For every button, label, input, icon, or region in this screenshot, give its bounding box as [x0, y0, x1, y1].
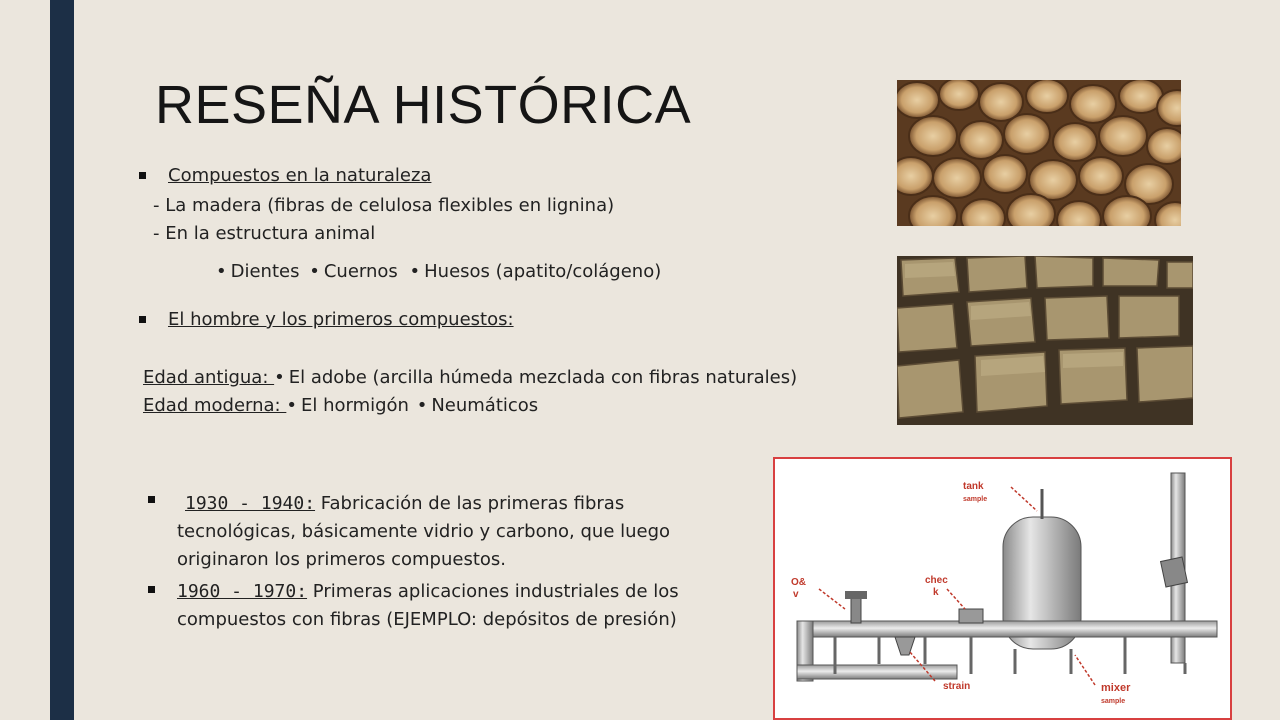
label-mixer-sub: sample — [1101, 698, 1126, 705]
modern-label: Edad moderna: — [143, 395, 287, 416]
label-check: chec — [925, 575, 948, 586]
bullet-square — [148, 586, 155, 593]
label-tank: tank — [963, 481, 984, 492]
bullet-square — [148, 496, 155, 503]
wood-stack-image — [897, 80, 1181, 226]
label-check-sub: k — [933, 587, 939, 598]
slide-title: RESEÑA HISTÓRICA — [155, 75, 692, 135]
label-mixer: mixer — [1101, 682, 1131, 694]
label-oa-sub: v — [793, 589, 799, 600]
section2-heading: El hombre y los primeros compuestos: — [168, 309, 514, 330]
modern-neumaticos: Neumáticos — [431, 395, 539, 416]
modern-line: Edad moderna: • El hormigón • Neumáticos — [143, 395, 539, 416]
section1-items: • Dientes • Cuernos • Huesos (apatito/colágeno) — [216, 261, 662, 282]
timeline-date-1960: 1960 - 1970: — [177, 581, 308, 602]
item-huesos: Huesos (apatito/colágeno) — [424, 261, 662, 282]
accent-bar — [50, 0, 74, 720]
ancient-text: El adobe (arcilla húmeda mezclada con fibras naturales) — [288, 367, 798, 388]
bullet-square — [139, 172, 146, 179]
label-oa: O& — [791, 577, 806, 588]
modern-hormigon: El hormigón — [300, 395, 409, 416]
pressure-vessel-diagram — [773, 457, 1232, 720]
label-strain: strain — [943, 681, 971, 692]
timeline-date-1930: 1930 - 1940: — [185, 493, 316, 514]
ancient-label: Edad antigua: — [143, 367, 275, 388]
item-dientes: Dientes — [230, 261, 300, 282]
item-cuernos: Cuernos — [323, 261, 398, 282]
section1-heading: Compuestos en la naturaleza — [168, 165, 432, 186]
bullet-square — [139, 316, 146, 323]
timeline-item2 — [177, 578, 679, 606]
timeline-item1-line3: originaron los primeros compuestos. — [177, 549, 506, 570]
adobe-bricks-image — [897, 256, 1193, 425]
timeline-item1-line2: tecnológicas, básicamente vidrio y carbono, que luego — [177, 521, 671, 542]
ancient-line: Edad antigua: • El adobe (arcilla húmeda mezclada con fibras naturales) — [143, 367, 798, 388]
timeline-text-1: Fabricación de las primeras fibras — [320, 493, 625, 514]
timeline-item1 — [177, 490, 624, 518]
timeline-item2-line2: compuestos con fibras (EJEMPLO: depósitos de presión) — [177, 609, 677, 630]
section1-line1: - La madera (fibras de celulosa flexibles en lignina) — [153, 195, 615, 216]
timeline-text-2: Primeras aplicaciones industriales de los — [312, 581, 679, 602]
label-tank-sub: sample — [963, 496, 988, 503]
section1-line2: - En la estructura animal — [153, 223, 376, 244]
